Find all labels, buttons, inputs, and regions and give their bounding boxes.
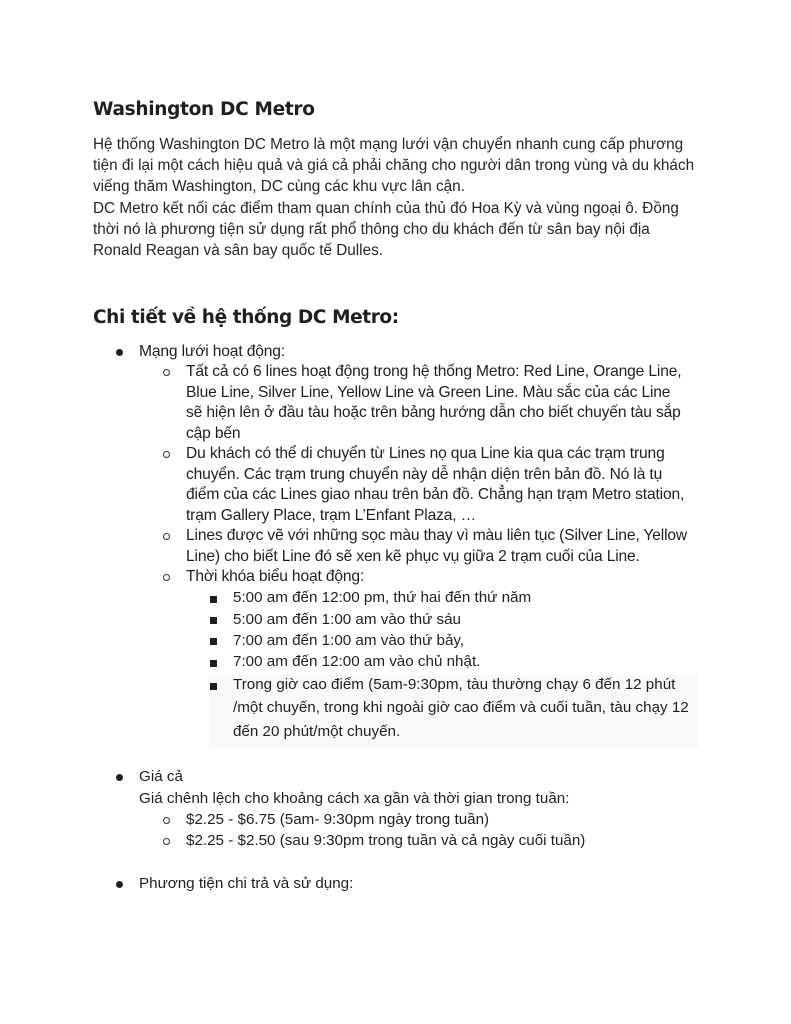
bullet-dot-icon — [116, 349, 123, 356]
bullet-square-icon — [210, 638, 217, 645]
network-item-2-line: trạm Gallery Place, trạm L’Enfant Plaza, … — [186, 507, 477, 524]
payment-label: Phương tiện chi trả và sử dụng: — [139, 875, 354, 892]
pricing-subtitle: Giá chênh lệch cho khoảng cách xa gần và thời gian trong tuần: — [139, 790, 570, 807]
intro-p2-line: thời nó là phương tiện sử dụng rất phổ thông cho — [93, 220, 433, 238]
network-item-3-line: Lines được vẽ với những sọc màu thay vì màu liên tục (Silver Line, Yellow — [186, 527, 688, 544]
document-title: Washington DC Metro — [93, 99, 315, 120]
bullet-square-icon — [210, 617, 217, 624]
intro-section — [93, 134, 713, 261]
network-item-2-line: điểm của các Lines giao nhau trên bản đồ. Chẳng hạn trạm Metro station, — [186, 486, 685, 503]
intro-p1-line: viếng thăm Washington, DC cùng các khu vực lân cận. — [93, 178, 465, 196]
bullet-circle-icon — [163, 533, 170, 540]
schedule-item: 7:00 am đến 12:00 am vào chủ nhật. — [233, 653, 481, 670]
bullet-square-icon — [210, 596, 217, 603]
intro-p2-line: khách đến từ sân bay nội địa — [449, 220, 650, 238]
peak-hours-line: Trong giờ cao điểm (5am-9:30pm, tàu thường chạy 6 đến 12 phút — [233, 676, 676, 693]
network-item-1-line: Tất cả có 6 lines hoạt động trong hệ thống Metro: Red Line, Orange Line, — [186, 363, 682, 380]
network-item-1-line: cập bến — [186, 425, 241, 442]
network-item-3-line: Line) cho biết Line đó sẽ xen kẽ phục vụ giữa 2 trạm cuối của Line. — [186, 548, 640, 565]
pricing-item: $2.25 - $6.75 (5am- 9:30pm ngày trong tuần) — [186, 811, 490, 828]
pricing-label: Giá cả — [139, 768, 183, 785]
intro-p1-line: Hệ thống Washington DC Metro là một mạng lưới vận chuyển nhanh cung cấp phương — [93, 136, 684, 153]
intro-paragraph-2 — [93, 198, 713, 262]
schedule-item: 5:00 am đến 1:00 am vào thứ sáu — [233, 611, 461, 628]
peak-hours-line: /một chuyến, trong khi ngoài giờ cao điểm và cuối tuần, tàu chạy 12 — [233, 699, 689, 716]
intro-p2-line: DC Metro kết nối các điểm tham quan chính của thủ đó Hoa Kỳ và vùng ngoại ô. Đồng — [93, 199, 679, 217]
bullet-dot-icon — [116, 774, 123, 781]
peak-hours-line: đến 20 phút/một chuyến. — [233, 723, 401, 740]
network-label: Mạng lưới hoạt động: — [139, 343, 285, 360]
schedule-item: 7:00 am đến 1:00 am vào thứ bảy, — [233, 632, 465, 649]
bullet-circle-icon — [163, 838, 170, 845]
bullet-circle-icon — [163, 817, 170, 824]
highlighted-word: du — [432, 220, 450, 238]
bullet-square-icon — [210, 660, 217, 667]
network-item-2-line: chuyển. Các trạm trung chuyển này dễ nhận diện trên bản đồ. Nó là tụ — [186, 466, 663, 483]
bullet-circle-icon — [163, 574, 170, 581]
network-item-1-line: Blue Line, Silver Line, Yellow Line và Green Line. Màu sắc của các Line — [186, 384, 671, 401]
network-item-4-line: Thời khóa biểu hoạt động: — [186, 568, 365, 585]
intro-p1-line: tiện đi lại một cách hiệu quả và giá cả phải chăng cho người dân trong vùng và du khách — [93, 157, 695, 175]
intro-paragraph-1 — [93, 134, 713, 198]
bullet-dot-icon — [116, 881, 123, 888]
network-item-2-line: Du khách có thể di chuyển từ Lines nọ qua Line kia qua các trạm trung — [186, 445, 665, 462]
bullet-square-icon — [210, 683, 217, 690]
intro-p2-line: Ronald Reagan và sân bay quốc tế Dulles. — [93, 242, 383, 260]
bullet-circle-icon — [163, 369, 170, 376]
section-heading: Chi tiết về hệ thống DC Metro: — [93, 307, 399, 328]
network-item-1-line: sẽ hiện lên ở đầu tàu hoặc trên bảng hướng dẫn cho biết chuyến tàu sắp — [186, 404, 681, 421]
schedule-item: 5:00 am đến 12:00 pm, thứ hai đến thứ năm — [233, 589, 532, 606]
bullet-circle-icon — [163, 451, 170, 458]
pricing-item: $2.25 - $2.50 (sau 9:30pm trong tuần và cả ngày cuối tuần) — [186, 832, 586, 849]
